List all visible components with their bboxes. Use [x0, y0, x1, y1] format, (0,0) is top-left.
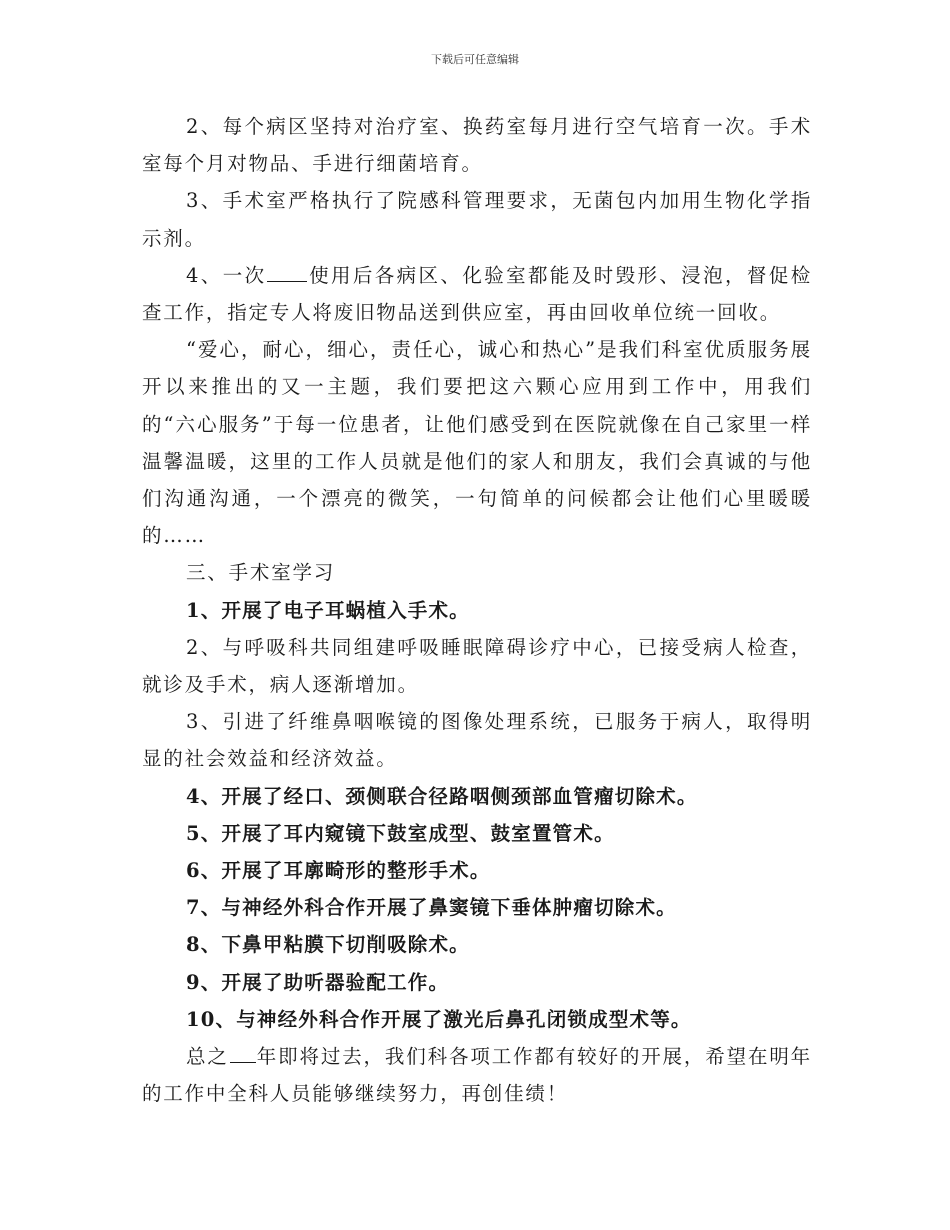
page-header-note: 下载后可任意编辑 — [431, 53, 519, 66]
paragraph-conclusion — [142, 1038, 812, 1112]
list-item-hemangioma-resection: 4、开展了经口、颈侧联合径路咽侧颈部血管瘤切除术。 — [186, 784, 698, 808]
fill-in-blank — [267, 263, 307, 282]
paragraph-six-hearts-service: “爱心，耐心，细心，责任心，诚心和热心”是我们科室优质服务展开以来推出的又一主题，我们要把这六颗心应用到工作中，用我们的“六心服务”于每一位患者，让他们感受到在医院就像在自己家里一样温馨温暖，这里的工作人员就是他们的家人和朋友，我们会真诚的与他们沟通沟通，一个漂亮的微笑，一句简单的问候都会让他们心里暖暖的…… — [142, 338, 812, 548]
paragraph-disposal — [142, 257, 812, 331]
list-item-tympanoplasty: 5、开展了耳内窥镜下鼓室成型、鼓室置管术。 — [186, 821, 615, 845]
paragraph-disposal-start: 4、一次 — [186, 263, 267, 287]
paragraph-conclusion-rest: 年即将过去，我们科各项工作都有较好的开展，希望在明年的工作中全科人员能够继续努力，再创佳绩！ — [142, 1045, 812, 1106]
fill-in-blank-year — [230, 1044, 256, 1063]
list-item-hearing-aid: 9、开展了助听器验配工作。 — [186, 970, 450, 994]
paragraph-conclusion-start: 总之 — [186, 1045, 229, 1069]
list-item-turbinate-resection: 8、下鼻甲粘膜下切削吸除术。 — [186, 933, 470, 957]
list-item-choanal-atresia: 10、与神经外科合作开展了激光后鼻孔闭锁成型术等。 — [186, 1007, 692, 1031]
list-item-pituitary-tumor: 7、与神经外科合作开展了鼻窦镜下垂体肿瘤切除术。 — [186, 896, 677, 920]
list-item-auricle-plastic: 6、开展了耳廓畸形的整形手术。 — [186, 859, 491, 883]
list-item-sleep-center: 2、与呼吸科共同组建呼吸睡眠障碍诊疗中心，已接受病人检查，就诊及手术，病人逐渐增加。 — [142, 635, 812, 697]
document-body — [142, 108, 812, 1112]
paragraph-disposal-rest: 使用后各病区、化验室都能及时毁形、浸泡，督促检查工作，指定专人将废旧物品送到供应室，再由回收单位统一回收。 — [142, 263, 813, 325]
paragraph-sterile-indicator: 3、手术室严格执行了院感科管理要求，无菌包内加用生物化学指示剂。 — [142, 189, 812, 250]
list-item-endoscope-imaging: 3、引进了纤维鼻咽喉镜的图像处理系统，已服务于病人，取得明显的社会效益和经济效益。 — [142, 710, 812, 771]
paragraph-air-culture: 2、每个病区坚持对治疗室、换药室每月进行空气培育一次。手术室每个月对物品、手进行细菌培育。 — [142, 115, 812, 176]
section-heading-surgery-learning: 三、手术室学习 — [186, 561, 336, 585]
list-item-cochlear-implant: 1、开展了电子耳蜗植入手术。 — [186, 598, 470, 622]
